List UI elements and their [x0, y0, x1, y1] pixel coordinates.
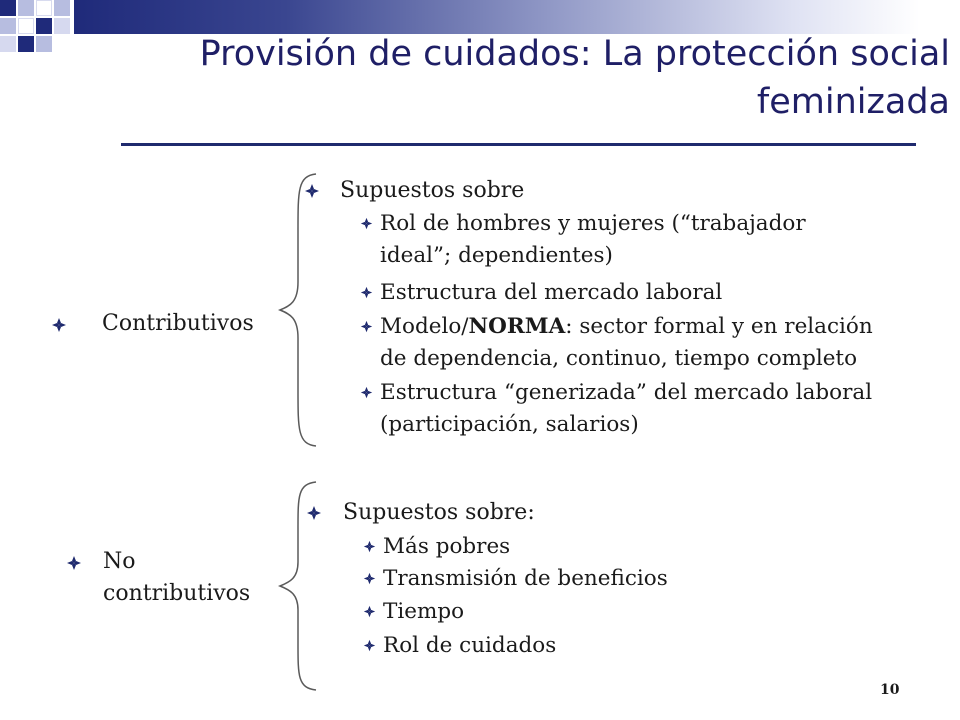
decor-bar	[74, 0, 920, 34]
norma-bold-text: NORMA	[468, 314, 566, 339]
item-line: de dependencia, continuo, tiempo completo	[380, 346, 858, 371]
diamond-bullet-icon	[360, 217, 373, 230]
label-line-2: contributivos	[103, 581, 251, 606]
title-underline	[121, 143, 916, 146]
decor-square	[54, 0, 70, 16]
diamond-bullet-icon	[360, 386, 373, 399]
decor-square	[36, 36, 52, 52]
list-item	[380, 208, 806, 272]
label-line-1: No	[103, 549, 136, 574]
list-item	[383, 596, 464, 628]
contributivos-header: Supuestos sobre	[340, 178, 525, 203]
title-line-1: Provisión de cuidados: La protección social	[199, 34, 950, 74]
item-line: Rol de cuidados	[383, 633, 557, 658]
diamond-bullet-icon	[363, 540, 376, 553]
list-item	[380, 377, 872, 441]
item-line	[380, 311, 873, 343]
item-line: (participación, salarios)	[380, 412, 639, 437]
item-line: Más pobres	[383, 534, 511, 559]
item-text: : sector formal y en relación	[565, 314, 873, 339]
item-line: Transmisión de beneficios	[383, 566, 668, 591]
item-line: Tiempo	[383, 599, 465, 624]
decor-square	[18, 36, 34, 52]
page-number: 10	[880, 682, 900, 698]
list-item	[380, 277, 722, 309]
diamond-bullet-icon	[360, 286, 373, 299]
decor-square	[36, 0, 52, 16]
list-item	[383, 630, 556, 662]
list-item	[383, 531, 510, 563]
decor-square	[36, 18, 52, 34]
decor-square	[0, 36, 16, 52]
item-line: ideal”; dependientes)	[380, 243, 613, 268]
decor-square	[18, 18, 34, 34]
decor-square	[18, 0, 34, 16]
diamond-bullet-icon	[51, 317, 67, 333]
diamond-bullet-icon	[360, 320, 373, 333]
diamond-bullet-icon	[363, 572, 376, 585]
no-contributivos-header: Supuestos sobre:	[343, 500, 535, 525]
no-contributivos-label	[103, 546, 250, 610]
decor-square	[0, 0, 16, 16]
contributivos-label: Contributivos	[102, 311, 254, 336]
list-item	[380, 311, 873, 375]
curly-brace-icon	[276, 170, 320, 450]
diamond-bullet-icon	[363, 639, 376, 652]
diamond-bullet-icon	[304, 183, 320, 199]
decor-square	[54, 18, 70, 34]
slide-title	[90, 30, 950, 126]
item-line: Estructura del mercado laboral	[380, 280, 723, 305]
decor-square	[0, 18, 16, 34]
diamond-bullet-icon	[66, 555, 82, 571]
title-line-2: feminizada	[756, 82, 950, 122]
item-line: Rol de hombres y mujeres (“trabajador	[380, 211, 806, 236]
item-text: Modelo/	[380, 314, 469, 339]
diamond-bullet-icon	[363, 605, 376, 618]
item-line: Estructura “generizada” del mercado laboral	[380, 380, 873, 405]
list-item	[383, 563, 668, 595]
diamond-bullet-icon	[306, 505, 322, 521]
